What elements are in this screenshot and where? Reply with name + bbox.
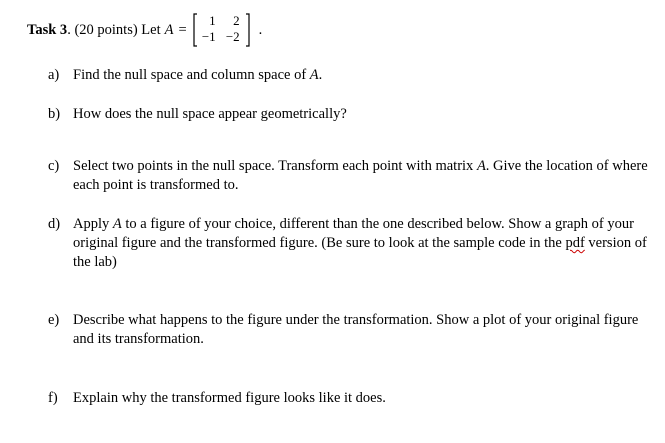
equals-sign: = xyxy=(178,21,187,38)
question-b xyxy=(48,105,658,124)
question-text xyxy=(73,215,658,272)
question-text-part: Find the null space and column space of xyxy=(73,67,310,83)
matrix-a xyxy=(192,13,258,47)
matrix-cell-2-1: −1 xyxy=(201,29,216,44)
question-text-part: Apply xyxy=(73,216,113,232)
spellcheck-word: pdf xyxy=(565,235,585,251)
question-text: Describe what happens to the figure under the transformation. Show a plot of your original figure and its transformation. xyxy=(73,312,639,347)
question-text-part: to a figure of your choice, different than the one described below. Show a graph of your original figure and the transformed figure. (Be sure to look at the sample code in the xyxy=(73,216,634,251)
matrix-variable: A xyxy=(112,216,122,232)
question-marker: e) xyxy=(48,312,60,328)
heading-period: . xyxy=(258,21,263,38)
matrix-variable: A xyxy=(476,158,486,174)
question-marker: a) xyxy=(48,67,60,83)
question-text xyxy=(73,66,658,85)
question-text xyxy=(73,157,658,195)
question-f xyxy=(48,389,658,408)
question-marker: f) xyxy=(48,390,58,406)
question-c xyxy=(48,157,658,195)
question-marker: d) xyxy=(48,216,61,232)
task-label: Task 3 xyxy=(27,21,68,38)
question-text-part: version of the lab) xyxy=(73,235,647,270)
task-heading xyxy=(27,12,262,48)
question-e xyxy=(48,311,658,349)
question-marker: c) xyxy=(48,158,60,174)
question-text-part: . Give the location of where each point is transformed to. xyxy=(73,158,648,193)
matrix-variable: A xyxy=(309,67,319,83)
question-d xyxy=(48,215,658,272)
question-text-part: . xyxy=(318,67,323,83)
question-text: Explain why the transformed figure looks like it does. xyxy=(73,390,386,406)
matrix-cell-2-2: −2 xyxy=(225,29,240,44)
matrix-cell-1-1: 1 xyxy=(209,13,216,28)
question-text: How does the null space appear geometrically? xyxy=(73,106,347,122)
matrix-variable: A xyxy=(164,21,174,38)
question-text-part: Select two points in the null space. Transform each point with matrix xyxy=(73,158,477,174)
matrix-cell-1-2: 2 xyxy=(233,13,240,28)
question-a xyxy=(48,66,658,85)
question-marker: b) xyxy=(48,106,61,122)
task-points-text: . (20 points) Let xyxy=(67,21,161,38)
